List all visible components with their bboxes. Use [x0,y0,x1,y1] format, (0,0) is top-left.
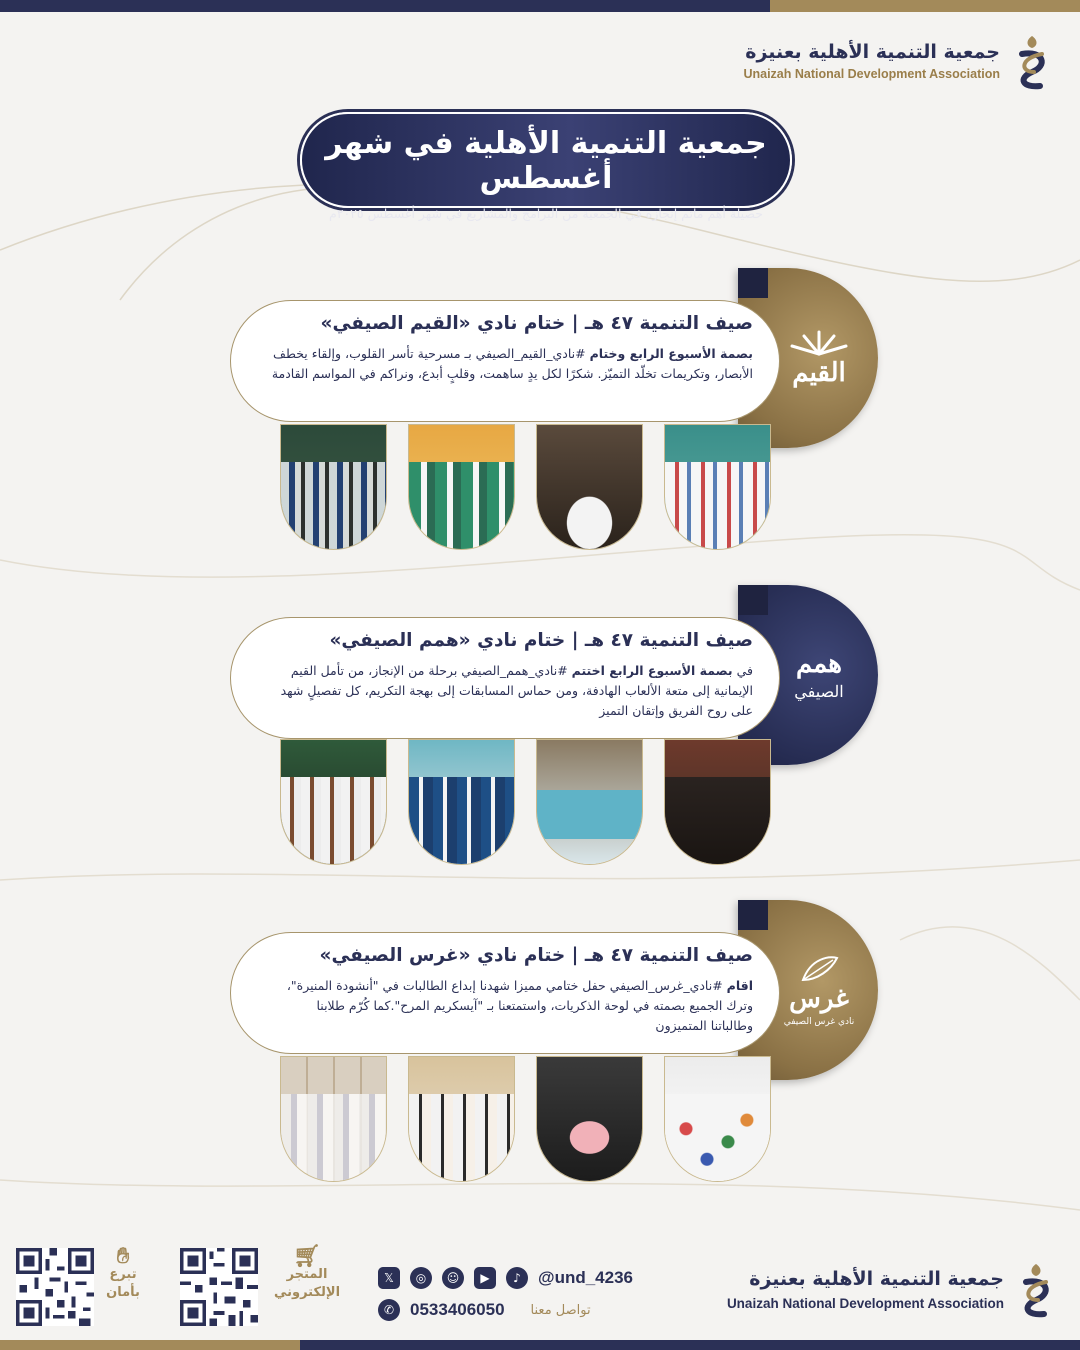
qiyam-text-card [230,300,780,422]
qiyam-club-logo [773,312,865,404]
photo-outdoor-campfire [280,739,387,865]
leaf-icon [797,954,841,984]
section-body [271,344,753,384]
himam-text-card [230,617,780,739]
photo-group-certificates [280,424,387,550]
photo-girls-certificates [408,1056,515,1182]
badge-word: غرس [789,983,849,1014]
contact-block [378,1264,658,1324]
store-qr-code[interactable] [180,1248,258,1326]
photo-students-certificates [408,424,515,550]
ghars-photo-row [280,1056,771,1182]
section-body [271,661,753,721]
tiktok-icon[interactable]: ♪ [506,1267,528,1289]
shopping-cart-icon: 🛒︎ [293,1244,321,1269]
store-label-2: الإلكتروني [273,1285,341,1300]
section-body [271,976,753,1036]
donate-label-2: بأمان [106,1285,140,1300]
section-body-bold: بصمة الأسبوع الرابع وختام [589,346,753,361]
header-org-name-en: Unaizah National Development Association [743,67,1000,81]
badge-tab [738,268,768,298]
top-accent-gold [770,0,1080,12]
page-title-banner [300,112,792,221]
bottom-accent-gold [0,1340,300,1350]
photo-welcome-sign [536,739,643,865]
store-label-1: المتجر [286,1267,328,1282]
ghars-club-logo [773,944,865,1036]
top-accent-bar [0,0,1080,12]
header-org-name-ar: جمعية التنمية الأهلية بعنيزة [745,41,1000,63]
page-title: جمعية التنمية الأهلية في شهر أغسطس [325,126,767,196]
footer-org-name-en: Unaizah National Development Association [726,1295,1004,1311]
photo-team-vests [408,739,515,865]
section-body-text: #نادي_همم_الصيفي برحلة من الإنجاز، من تأمل القيم الإيمانية إلى متعة الألعاب الهادفة، ومن حماس المسابقات إلى بهجة التكريم، كل تفصيلٍ شهد على روح الفريق وإتقان التميز [280,663,753,718]
photo-stage-performance [664,424,771,550]
footer [0,1228,1080,1340]
badge-tab [738,900,768,930]
qiyam-photo-row [280,424,771,550]
footer-org-name-ar: جمعية التنمية الأهلية بعنيزة [749,1267,1004,1290]
donate-qr-code[interactable] [16,1248,94,1326]
section-body-bold: بصمة الأسبوع الرابع اختتم [571,663,733,678]
photo-speaker-podium [536,424,643,550]
page-subtitle: حصيلة أهم ماتم إنجازه في الجمعية من البرامج والمشاريع في شهر أغسطس ٢٠٢٥م [329,206,763,221]
badge-word: القيم [792,358,846,388]
photo-ice-cream [536,1056,643,1182]
himam-club-logo [773,629,865,721]
photo-handprint-board [664,1056,771,1182]
badge-sub: نادي غرس الصيفي [783,1016,855,1027]
social-row [378,1264,658,1292]
phone-row [378,1296,658,1324]
store-block[interactable] [262,1244,352,1302]
org-emblem-icon [1018,1260,1054,1318]
badge-word: همم [795,649,843,679]
badge-sub: الصيفي [794,682,844,701]
donate-block[interactable] [98,1244,148,1302]
section-body-text: #نادي_غرس_الصيفي حفل ختامي مميزا شهدنا إبداع الطالبات في "أنشودة المنيرة"، وترك الجميع بصمته في لوحة الذكريات، واستمتعنا بـ "آيسكريم المرح".كما كُرّم طلابنا وطالباتنا المتميزون [286,978,753,1033]
youtube-icon[interactable]: ▶ [474,1267,496,1289]
footer-logo [727,1260,1054,1318]
photo-old-shop-sign [664,739,771,865]
contact-label: تواصل معنا [530,1302,591,1318]
himam-photo-row [280,739,771,865]
section-heading: صيف التنمية ٤٧ هـ | ختام نادي «غرس الصيفي» [319,945,753,966]
section-body-bold: اقام [726,978,753,993]
phone-number[interactable]: 0533406050 [410,1300,505,1319]
sun-rays-icon [784,328,854,358]
section-heading: صيف التنمية ٤٧ هـ | ختام نادي «همم الصيفي» [329,630,753,651]
badge-tab [738,585,768,615]
donate-hand-icon: ✋︎ [116,1244,130,1269]
social-handle[interactable]: @und_4236 [538,1268,634,1287]
org-emblem-icon [1014,32,1050,90]
bottom-accent-bar [0,1340,1080,1350]
photo-collage-certificates [280,1056,387,1182]
donate-label-1: تبرع [109,1267,137,1282]
ghars-text-card [230,932,780,1054]
section-heading: صيف التنمية ٤٧ هـ | ختام نادي «القيم الصيفي» [320,313,753,334]
header-logo [743,32,1050,90]
whatsapp-icon[interactable]: ✆ [378,1299,400,1321]
instagram-icon[interactable]: ◎ [410,1267,432,1289]
x-icon[interactable]: 𝕏 [378,1267,400,1289]
section-body-pre: في [732,663,753,678]
snapchat-icon[interactable]: ☺ [442,1267,464,1289]
section-body-text: #نادي_القيم_الصيفي بـ مسرحية تأسر القلوب، وإلقاء يخطف الأبصار، وتكريمات تخلّد التميّز. شكرًا لكل يدٍ ساهمت، وقلبٍ أبدع، ونراكم في المواسم القادمة [271,346,753,381]
header-org-names [743,41,1000,81]
